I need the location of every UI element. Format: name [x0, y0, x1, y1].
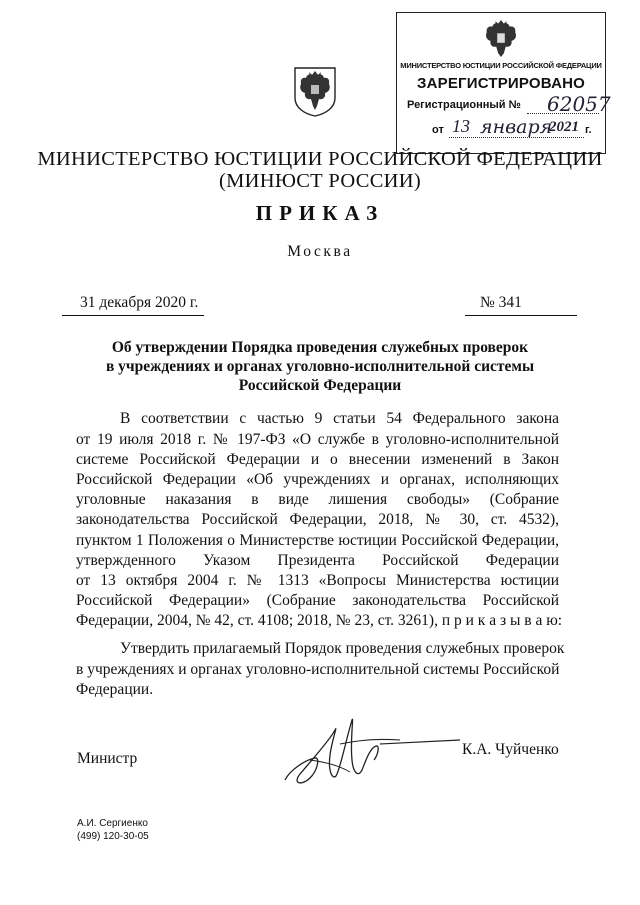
- body-line: Федерации.: [76, 681, 154, 698]
- body-line: Утвердить прилагаемый Порядок проведения служебных проверок: [120, 640, 565, 657]
- executor-name: А.И. Сергиенко: [77, 818, 148, 829]
- body-line: в учреждениях и органах уголовно-исполнительной системы Российской: [76, 661, 560, 678]
- body-line: утвержденного Указом Президента Российской Федерации: [76, 552, 559, 569]
- stamp-date-suffix: г.: [585, 124, 592, 136]
- body-line: Российской Федерации» (Собрание законодательства Российской: [76, 592, 559, 609]
- body-line: от 19 июля 2018 г. № 197-ФЗ «О службе в уголовно-исполнительной: [76, 431, 559, 448]
- order-date: 31 декабря 2020 г.: [80, 294, 199, 311]
- body-line: В соответствии с частью 9 статьи 54 Федерального закона: [120, 410, 559, 427]
- subject-line: в учреждениях и органах уголовно-исполнительной системы: [105, 358, 535, 375]
- executor-phone: (499) 120-30-05: [77, 831, 149, 842]
- body-line: системе Российской Федерации и о внесении изменений в Закон: [76, 451, 559, 468]
- handwritten-signature: [280, 700, 460, 800]
- ministry-title: МИНИСТЕРСТВО ЮСТИЦИИ РОССИЙСКОЙ ФЕДЕРАЦИИ: [37, 148, 603, 170]
- stamp-ministry-name: МИНИСТЕРСТВО ЮСТИЦИИ РОССИЙСКОЙ ФЕДЕРАЦИИ: [400, 61, 602, 70]
- stamp-reg-number-label: Регистрационный №: [407, 99, 521, 111]
- signer-position: Министр: [77, 750, 138, 767]
- date-underline: [62, 315, 204, 316]
- document-type-heading: ПРИКАЗ: [255, 201, 385, 225]
- signer-name: К.А. Чуйченко: [462, 741, 559, 758]
- order-number: № 341: [480, 294, 522, 311]
- stamp-date-prefix: от: [432, 124, 444, 136]
- registration-stamp: [396, 12, 611, 154]
- stamp-date-day: 13: [452, 116, 470, 136]
- body-line: Федерации, 2004, № 42, ст. 4108; 2018, № 23, ст. 3261), п р и к а з ы в а ю:: [76, 612, 563, 629]
- state-emblem-icon: [291, 64, 339, 118]
- body-line: от 13 октября 2004 г. № 1313 «Вопросы Министерства юстиции: [76, 572, 559, 589]
- subject-line: Об утверждении Порядка проведения служебных проверок: [111, 339, 529, 356]
- stamp-registered-label: ЗАРЕГИСТРИРОВАНО: [416, 75, 586, 92]
- number-underline: [465, 315, 577, 316]
- body-line: пунктом 1 Положения о Министерстве юстиции Российской Федерации,: [76, 532, 559, 549]
- stamp-reg-number-value: 62057: [547, 92, 611, 116]
- body-line: уголовные наказания в виде лишения свободы» (Собрание: [76, 491, 559, 508]
- stamp-date-year: 2021: [549, 119, 579, 135]
- double-headed-eagle-icon: [482, 19, 520, 59]
- body-line: Российской Федерации «Об учреждениях и органах, исполняющих: [76, 471, 559, 488]
- ministry-short-name: (МИНЮСТ РОССИИ): [218, 170, 422, 192]
- subject-line: Российской Федерации: [238, 377, 402, 394]
- city-name: Москва: [287, 243, 353, 260]
- stamp-date-month: января: [480, 116, 553, 138]
- body-line: законодательства Российской Федерации, 2018, № 30, ст. 4532),: [76, 511, 559, 528]
